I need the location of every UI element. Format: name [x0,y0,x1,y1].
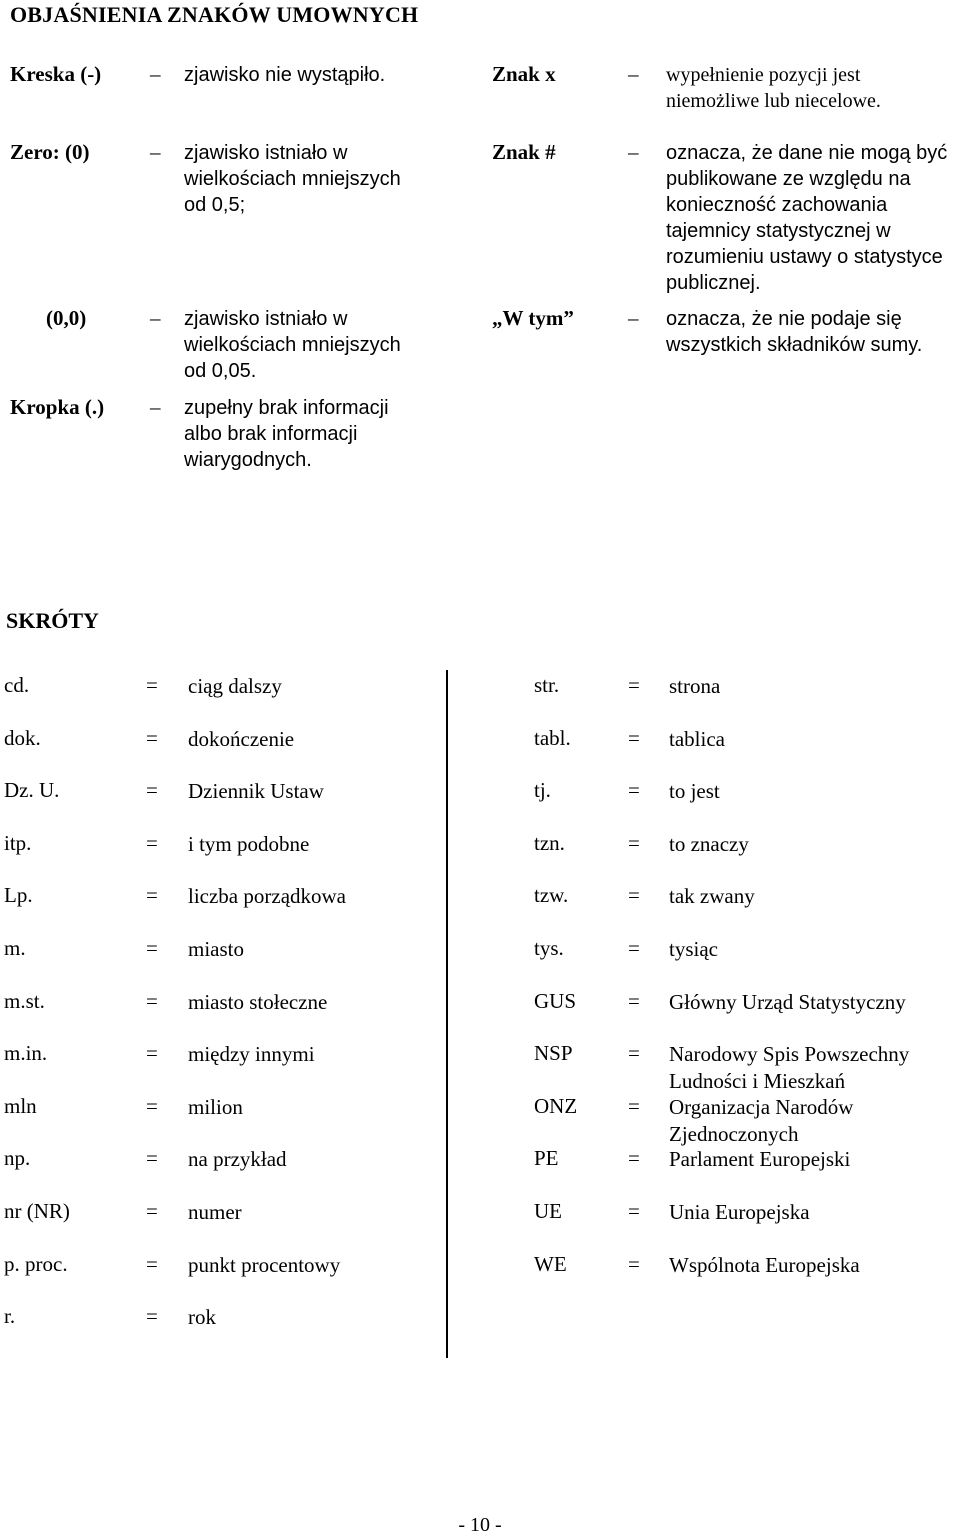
abbrev-meaning: Unia Europejska [669,1200,810,1224]
abbrev-meaning: na przykład [188,1147,287,1171]
abbrev-meaning: milion [188,1095,243,1119]
sign-label: Znak x [492,62,556,86]
abbrev-meaning: ciąg dalszy [188,674,282,698]
abbrev-term: cd. [4,673,30,697]
abbrev-meaning: rok [188,1305,216,1329]
sign-dash: – [628,62,639,86]
abbrev-equals: = [628,778,640,802]
abbrev-equals: = [628,1146,640,1170]
abbrev-equals: = [146,883,158,907]
abbrev-meaning: Organizacja Narodów Zjednoczonych [669,1095,854,1146]
abbrev-term: m.st. [4,989,45,1013]
abbrev-meaning: miasto [188,937,244,961]
abbrev-meaning: strona [669,674,721,698]
abbrev-equals: = [628,1252,640,1276]
abbrev-meaning: Główny Urząd Statystyczny [669,990,906,1014]
sign-dash: – [628,306,639,330]
abbrev-meaning: to jest [669,779,720,803]
sign-dash: – [150,395,161,419]
sign-label: Kropka (.) [10,395,105,419]
abbrev-equals: = [146,936,158,960]
abbrev-term: np. [4,1146,31,1170]
sign-dash: – [150,140,161,164]
abbrev-meaning: między innymi [188,1042,315,1066]
abbrev-equals: = [146,831,158,855]
abbrev-meaning: tablica [669,727,725,751]
sign-description: zjawisko istniało w wielkościach mniejszych od 0,05. [184,308,401,382]
abbrev-term: GUS [534,989,577,1013]
abbrev-meaning: numer [188,1200,242,1224]
abbrev-term: tzn. [534,831,565,855]
abbrev-equals: = [628,1041,640,1065]
abbrev-equals: = [628,989,640,1013]
abbrev-term: itp. [4,831,32,855]
sign-label: Znak # [492,140,556,164]
sign-description: oznacza, że dane nie mogą być publikowane ze względu na konieczność zachowania tajemnicy statystycznej w rozumieniu ustawy o statystyce publicznej. [666,142,948,294]
sign-dash: – [628,140,639,164]
abbrev-term: tabl. [534,726,571,750]
abbrev-equals: = [628,1094,640,1118]
sign-label: (0,0) [46,306,87,330]
abbrev-term: PE [534,1146,559,1170]
abbrev-term: WE [534,1252,567,1276]
abbrev-meaning: Dziennik Ustaw [188,779,324,803]
abbrev-term: mln [4,1094,37,1118]
sign-label: Kreska (-) [10,62,102,86]
abbrev-term: tj. [534,778,551,802]
abbrev-term: str. [534,673,560,697]
abbrev-equals: = [628,673,640,697]
abbrev-equals: = [628,883,640,907]
sign-description: zjawisko istniało w wielkościach mniejszych od 0,5; [184,142,401,216]
abbrev-term: Dz. U. [4,778,60,802]
abbrev-meaning: Parlament Europejski [669,1147,851,1171]
abbrev-term: tys. [534,936,564,960]
abbrev-term: dok. [4,726,41,750]
abbrev-term: UE [534,1199,562,1223]
sign-description: oznacza, że nie podaje się wszystkich składników sumy. [666,308,923,356]
abbrev-meaning: to znaczy [669,832,749,856]
abbrev-meaning: dokończenie [188,727,295,751]
abbrev-meaning: tysiąc [669,937,718,961]
abbrev-term: tzw. [534,883,569,907]
abbrev-equals: = [146,673,158,697]
abbrev-term: p. proc. [4,1252,68,1276]
column-divider [446,670,448,1358]
abbrev-equals: = [628,831,640,855]
abbrev-equals: = [146,1252,158,1276]
abbrev-term: Lp. [4,883,33,907]
abbrev-equals: = [146,778,158,802]
abbrev-meaning: i tym podobne [188,832,310,856]
abbrev-term: r. [4,1304,16,1328]
abbrev-equals: = [628,1199,640,1223]
abbrev-equals: = [628,726,640,750]
abbrev-equals: = [146,1304,158,1328]
abbrev-meaning: tak zwany [669,884,755,908]
abbrev-meaning: punkt procentowy [188,1253,341,1277]
abbrev-meaning: Narodowy Spis Powszechny Ludności i Mieszkań [669,1042,910,1093]
abbrev-meaning: miasto stołeczne [188,990,328,1014]
sign-dash: – [150,62,161,86]
abbrev-equals: = [146,1199,158,1223]
abbrev-equals: = [628,936,640,960]
sign-description: zupełny brak informacji albo brak informacji wiarygodnych. [184,397,389,471]
abbrev-term: NSP [534,1041,573,1065]
page-number: - 10 - [458,1514,502,1536]
abbrev-equals: = [146,989,158,1013]
abbrev-equals: = [146,1094,158,1118]
sign-description: zjawisko nie wystąpiło. [184,64,386,86]
sign-dash: – [150,306,161,330]
abbrev-heading: SKRÓTY [6,608,99,633]
sign-label: „W tym” [492,306,574,330]
abbrev-meaning: liczba porządkowa [188,884,347,908]
page-heading: OBJAŚNIENIA ZNAKÓW UMOWNYCH [10,2,419,27]
abbrev-equals: = [146,726,158,750]
abbrev-term: m.in. [4,1041,48,1065]
abbrev-term: ONZ [534,1094,578,1118]
abbrev-meaning: Wspólnota Europejska [669,1253,860,1277]
abbrev-term: nr (NR) [4,1199,70,1223]
sign-label: Zero: (0) [10,140,90,164]
sign-description: wypełnienie pozycji jest niemożliwe lub niecelowe. [666,64,881,112]
abbrev-equals: = [146,1146,158,1170]
abbrev-equals: = [146,1041,158,1065]
abbrev-term: m. [4,936,26,960]
